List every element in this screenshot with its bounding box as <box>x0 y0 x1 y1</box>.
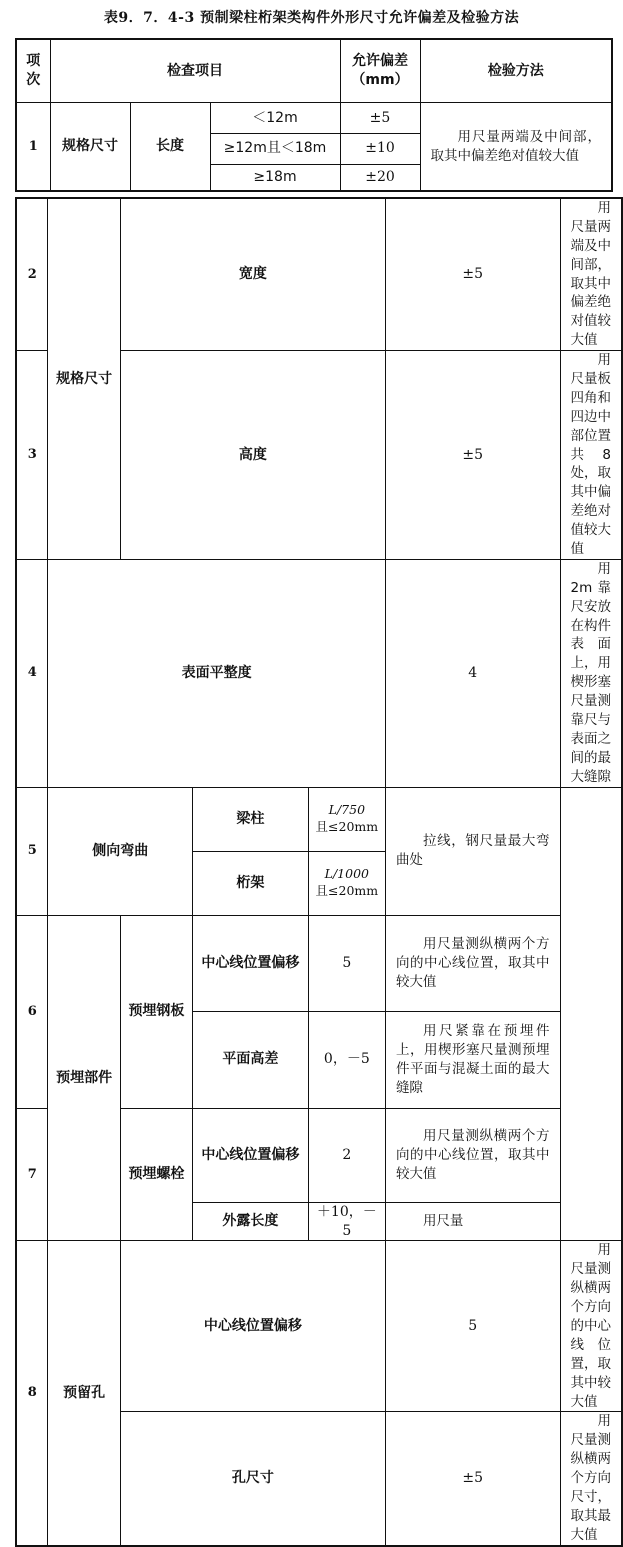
header-tolerance: 允许偏差（mm） <box>340 39 420 103</box>
table-row <box>16 103 612 133</box>
tolerance-value: ±5 <box>340 103 420 133</box>
spec-table-part-1 <box>15 38 613 192</box>
spec-table-part-2 <box>15 197 623 1547</box>
item-group: 预留孔 <box>48 1241 120 1546</box>
sub-item: ≥12m且＜18m <box>210 133 340 164</box>
item-name: 侧向弯曲 <box>48 787 193 915</box>
sub-item: ＜12m <box>210 103 340 133</box>
inspection-method: 用尺量板四角和四边中部位置共8处，取其中偏差绝对值较大值 <box>560 351 622 560</box>
item-name: 宽度 <box>120 198 385 351</box>
sub-item: 平面高差 <box>193 1011 309 1108</box>
item-group: 规格尺寸 <box>48 198 120 559</box>
tolerance-value: ＋10，－5 <box>308 1202 385 1241</box>
tolerance-value <box>308 851 385 915</box>
table-row <box>16 787 622 851</box>
sub-item: 中心线位置偏移 <box>193 915 309 1011</box>
item-no: 3 <box>16 351 48 560</box>
item-no: 7 <box>16 1108 48 1241</box>
item-name: 表面平整度 <box>48 559 386 787</box>
inspection-method: 用尺量测纵横两个方向尺寸，取其最大值 <box>560 1412 622 1546</box>
table-row <box>16 198 622 351</box>
item-group: 规格尺寸 <box>50 103 130 191</box>
inspection-method: 用尺量两端及中间部，取其中偏差绝对值较大值 <box>560 198 622 351</box>
tolerance-line: 且≤20mm <box>315 819 379 835</box>
item-no: 5 <box>16 787 48 915</box>
sub-item: 孔尺寸 <box>120 1412 385 1546</box>
inspection-method: 用尺量测纵横两个方向的中心线位置，取其中较大值 <box>385 1108 560 1202</box>
table-row <box>16 1241 622 1412</box>
item-no: 8 <box>16 1241 48 1546</box>
item-name: 预埋螺栓 <box>120 1108 192 1241</box>
header-item-no: 项次 <box>16 39 50 103</box>
tolerance-value: ±5 <box>385 351 560 560</box>
tolerance-value: ±20 <box>340 165 420 191</box>
tolerance-value: 2 <box>308 1108 385 1202</box>
sub-item: ≥18m <box>210 165 340 191</box>
item-no: 6 <box>16 915 48 1108</box>
item-name: 预埋钢板 <box>120 915 192 1108</box>
item-no: 4 <box>16 559 48 787</box>
tolerance-line: L/1000 <box>324 866 369 882</box>
tolerance-value: 5 <box>385 1241 560 1412</box>
item-name: 长度 <box>130 103 210 191</box>
item-no: 2 <box>16 198 48 351</box>
sub-item: 梁柱 <box>193 787 309 851</box>
item-no: 1 <box>16 103 50 191</box>
item-group: 预埋部件 <box>48 915 120 1241</box>
inspection-method: 用尺量测纵横两个方向的中心线位置，取其中较大值 <box>385 915 560 1011</box>
inspection-method: 拉线，钢尺量最大弯曲处 <box>385 787 560 915</box>
header-method: 检验方法 <box>420 39 612 103</box>
inspection-method: 用尺量 <box>385 1202 560 1241</box>
sub-item: 中心线位置偏移 <box>120 1241 385 1412</box>
header-check-item: 检查项目 <box>50 39 340 103</box>
table-row <box>16 915 622 1011</box>
sub-item: 中心线位置偏移 <box>193 1108 309 1202</box>
tolerance-value: ±5 <box>385 1412 560 1546</box>
tolerance-value: ±10 <box>340 133 420 164</box>
sub-item: 桁架 <box>193 851 309 915</box>
tolerance-value <box>308 787 385 851</box>
inspection-method: 用尺量测纵横两个方向的中心线位置，取其中较大值 <box>560 1241 622 1412</box>
tolerance-line: L/750 <box>328 802 366 818</box>
table-row <box>16 559 622 787</box>
inspection-method: 用2m靠尺安放在构件表面上，用楔形塞尺量测靠尺与表面之间的最大缝隙 <box>560 559 622 787</box>
tolerance-value: ±5 <box>385 198 560 351</box>
item-name: 高度 <box>120 351 385 560</box>
tolerance-value: 0，－5 <box>308 1011 385 1108</box>
tolerance-line: 且≤20mm <box>315 883 379 899</box>
table-title: 表9．7．4-3 预制梁柱桁架类构件外形尺寸允许偏差及检验方法 <box>103 10 520 26</box>
sub-item: 外露长度 <box>193 1202 309 1241</box>
inspection-method: 用尺紧靠在预埋件上，用楔形塞尺量测预埋件平面与混凝土面的最大缝隙 <box>385 1011 560 1108</box>
inspection-method: 用尺量两端及中间部，取其中偏差绝对值较大值 <box>420 103 612 191</box>
table-header-row <box>16 39 612 103</box>
tolerance-value: 5 <box>308 915 385 1011</box>
tolerance-value: 4 <box>385 559 560 787</box>
